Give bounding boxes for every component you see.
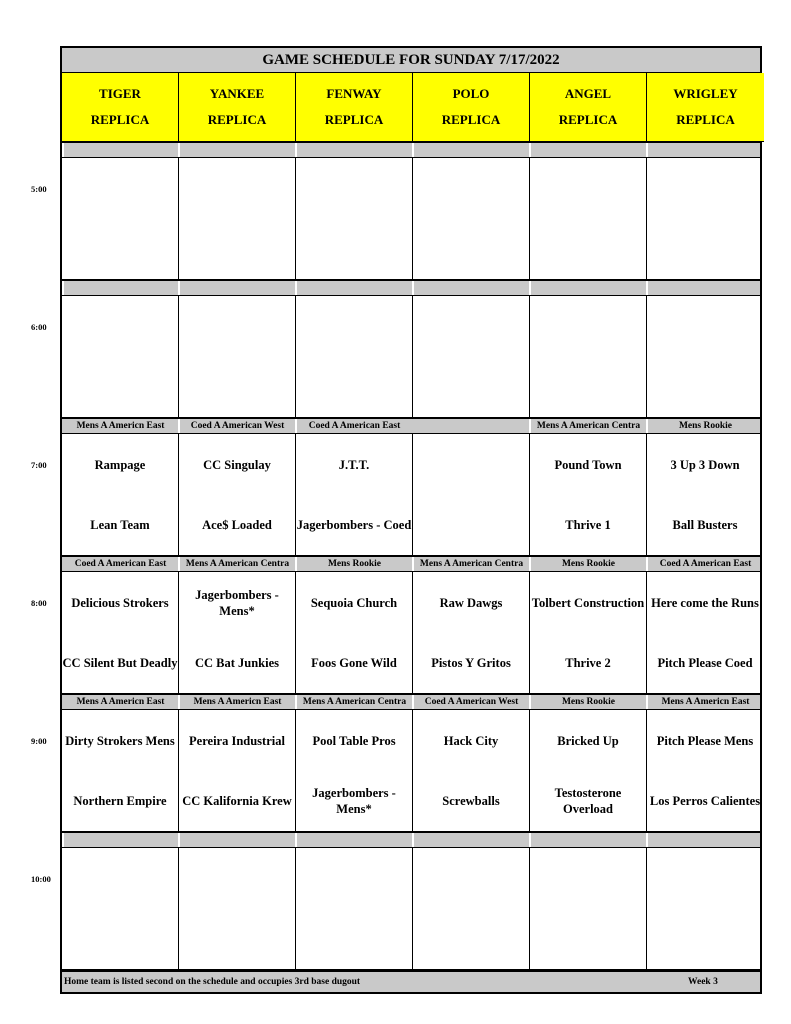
strip-separator [295,833,297,847]
field-type: REPLICA [441,112,501,127]
division-label: Mens Rookie [678,421,733,431]
away-team: Delicious Strokers [71,596,169,610]
field-name: WRIGLEY [673,86,738,101]
field-header-yankee [179,73,296,142]
schedule-title: GAME SCHEDULE FOR SUNDAY 7/17/2022 [62,48,760,73]
strip-separator [529,833,531,847]
away-team: Dirty Strokers Mens [65,734,175,748]
division-label: Mens A Americn East [76,697,165,707]
field-type: REPLICA [207,112,267,127]
game-cell [296,296,413,417]
field-type: REPLICA [558,112,618,127]
field-name: POLO [452,86,490,101]
home-team: Northern Empire [73,794,167,808]
away-team: 3 Up 3 Down [670,458,740,472]
home-team: Ace$ Loaded [202,518,272,532]
home-team: Pistos Y Gritos [431,656,511,670]
home-team: CC Bat Junkies [194,656,280,670]
game-cell [413,848,530,969]
game-cell [62,158,179,279]
strip-separator [295,143,297,157]
strip-separator [412,143,414,157]
away-team: Sequoia Church [310,596,398,610]
division-label: Mens A American Centra [419,559,524,569]
strip-separator [646,143,648,157]
strip-separator [178,833,180,847]
strip-separator [62,281,64,295]
home-team: Testosterone Overload [554,786,622,816]
game-cell [413,434,530,555]
schedule-table [60,46,762,994]
away-team: Raw Dawgs [439,596,503,610]
time-label: 5:00 [31,184,47,194]
division-label: Coed A American East [659,559,752,569]
game-cell [647,296,764,417]
home-team: CC Silent But Deadly [62,656,178,670]
away-team: Bricked Up [557,734,619,748]
field-header-polo [413,73,530,142]
home-team: Screwballs [442,794,500,808]
home-team: Pitch Please Coed [657,656,753,670]
division-label: Mens A Americn East [193,697,282,707]
game-cell [413,158,530,279]
away-team: J.T.T. [338,458,370,472]
game-cell [62,848,179,969]
away-team: Pound Town [554,458,622,472]
field-name: FENWAY [326,86,382,101]
time-label: 6:00 [31,322,47,332]
strip-separator [62,833,64,847]
division-label: Mens A American Centra [185,559,290,569]
strip-separator [646,833,648,847]
week-label: Week 3 [688,977,718,987]
time-label: 7:00 [31,460,47,470]
field-name: YANKEE [209,86,265,101]
home-team-note: Home team is listed second on the schedule and occupies 3rd base dugout [64,977,361,987]
home-team: Lean Team [90,518,150,532]
division-label: Mens Rookie [327,559,382,569]
game-cell [647,158,764,279]
division-strip [62,280,760,296]
away-team: Jagerbombers - Mens* [195,588,279,618]
away-team: CC Singulay [203,458,271,472]
strip-separator [529,143,531,157]
home-team: Los Perros Calientes [649,794,761,808]
time-label: 8:00 [31,598,47,608]
field-header-tiger [62,73,179,142]
time-label: 10:00 [31,874,51,884]
division-label: Mens Rookie [561,697,616,707]
strip-separator [295,281,297,295]
home-team: Thrive 2 [565,656,611,670]
division-label: Mens A American Centra [302,697,407,707]
game-cell [296,158,413,279]
game-cell [296,848,413,969]
away-team: Pitch Please Mens [656,734,754,748]
division-label: Mens A Americn East [661,697,750,707]
away-team: Tolbert Construction [531,596,645,610]
division-label: Mens Rookie [561,559,616,569]
division-label: Mens A Americn East [76,421,165,431]
game-cell [179,296,296,417]
strip-separator [412,833,414,847]
field-name: TIGER [99,86,141,101]
away-team: Hack City [443,734,499,748]
game-cell [413,296,530,417]
division-label: Coed A American West [424,697,519,707]
field-header-fenway [296,73,413,142]
away-team: Here come the Runs [651,596,759,610]
footer-bar [62,971,760,992]
field-name: ANGEL [564,86,612,101]
strip-separator [412,281,414,295]
field-header-wrigley [647,73,764,142]
home-team: Ball Busters [672,518,738,532]
game-cell [530,848,647,969]
home-team: Thrive 1 [565,518,611,532]
field-type: REPLICA [90,112,150,127]
game-cell [647,848,764,969]
home-team: Jagerbombers - Coed [296,518,412,532]
game-cell [62,296,179,417]
home-team: Foos Gone Wild [311,656,397,670]
division-label: Mens A American Centra [536,421,641,431]
away-team: Rampage [94,458,146,472]
game-cell [530,296,647,417]
strip-separator [178,143,180,157]
time-label: 9:00 [31,736,47,746]
division-label: Coed A American West [190,421,285,431]
strip-separator [529,281,531,295]
field-type: REPLICA [676,112,735,127]
away-team: Pool Table Pros [312,734,396,748]
home-team: CC Kalifornia Krew [182,794,292,808]
strip-separator [62,143,64,157]
division-strip [62,142,760,158]
game-cell [530,158,647,279]
division-label: Coed A American East [74,559,167,569]
strip-separator [178,281,180,295]
game-cell [179,848,296,969]
strip-separator [646,281,648,295]
field-header-angel [530,73,647,142]
division-label: Coed A American East [308,421,401,431]
field-type: REPLICA [324,112,384,127]
home-team: Jagerbombers - Mens* [312,786,396,816]
division-strip [62,832,760,848]
game-cell [179,158,296,279]
away-team: Pereira Industrial [189,734,285,748]
